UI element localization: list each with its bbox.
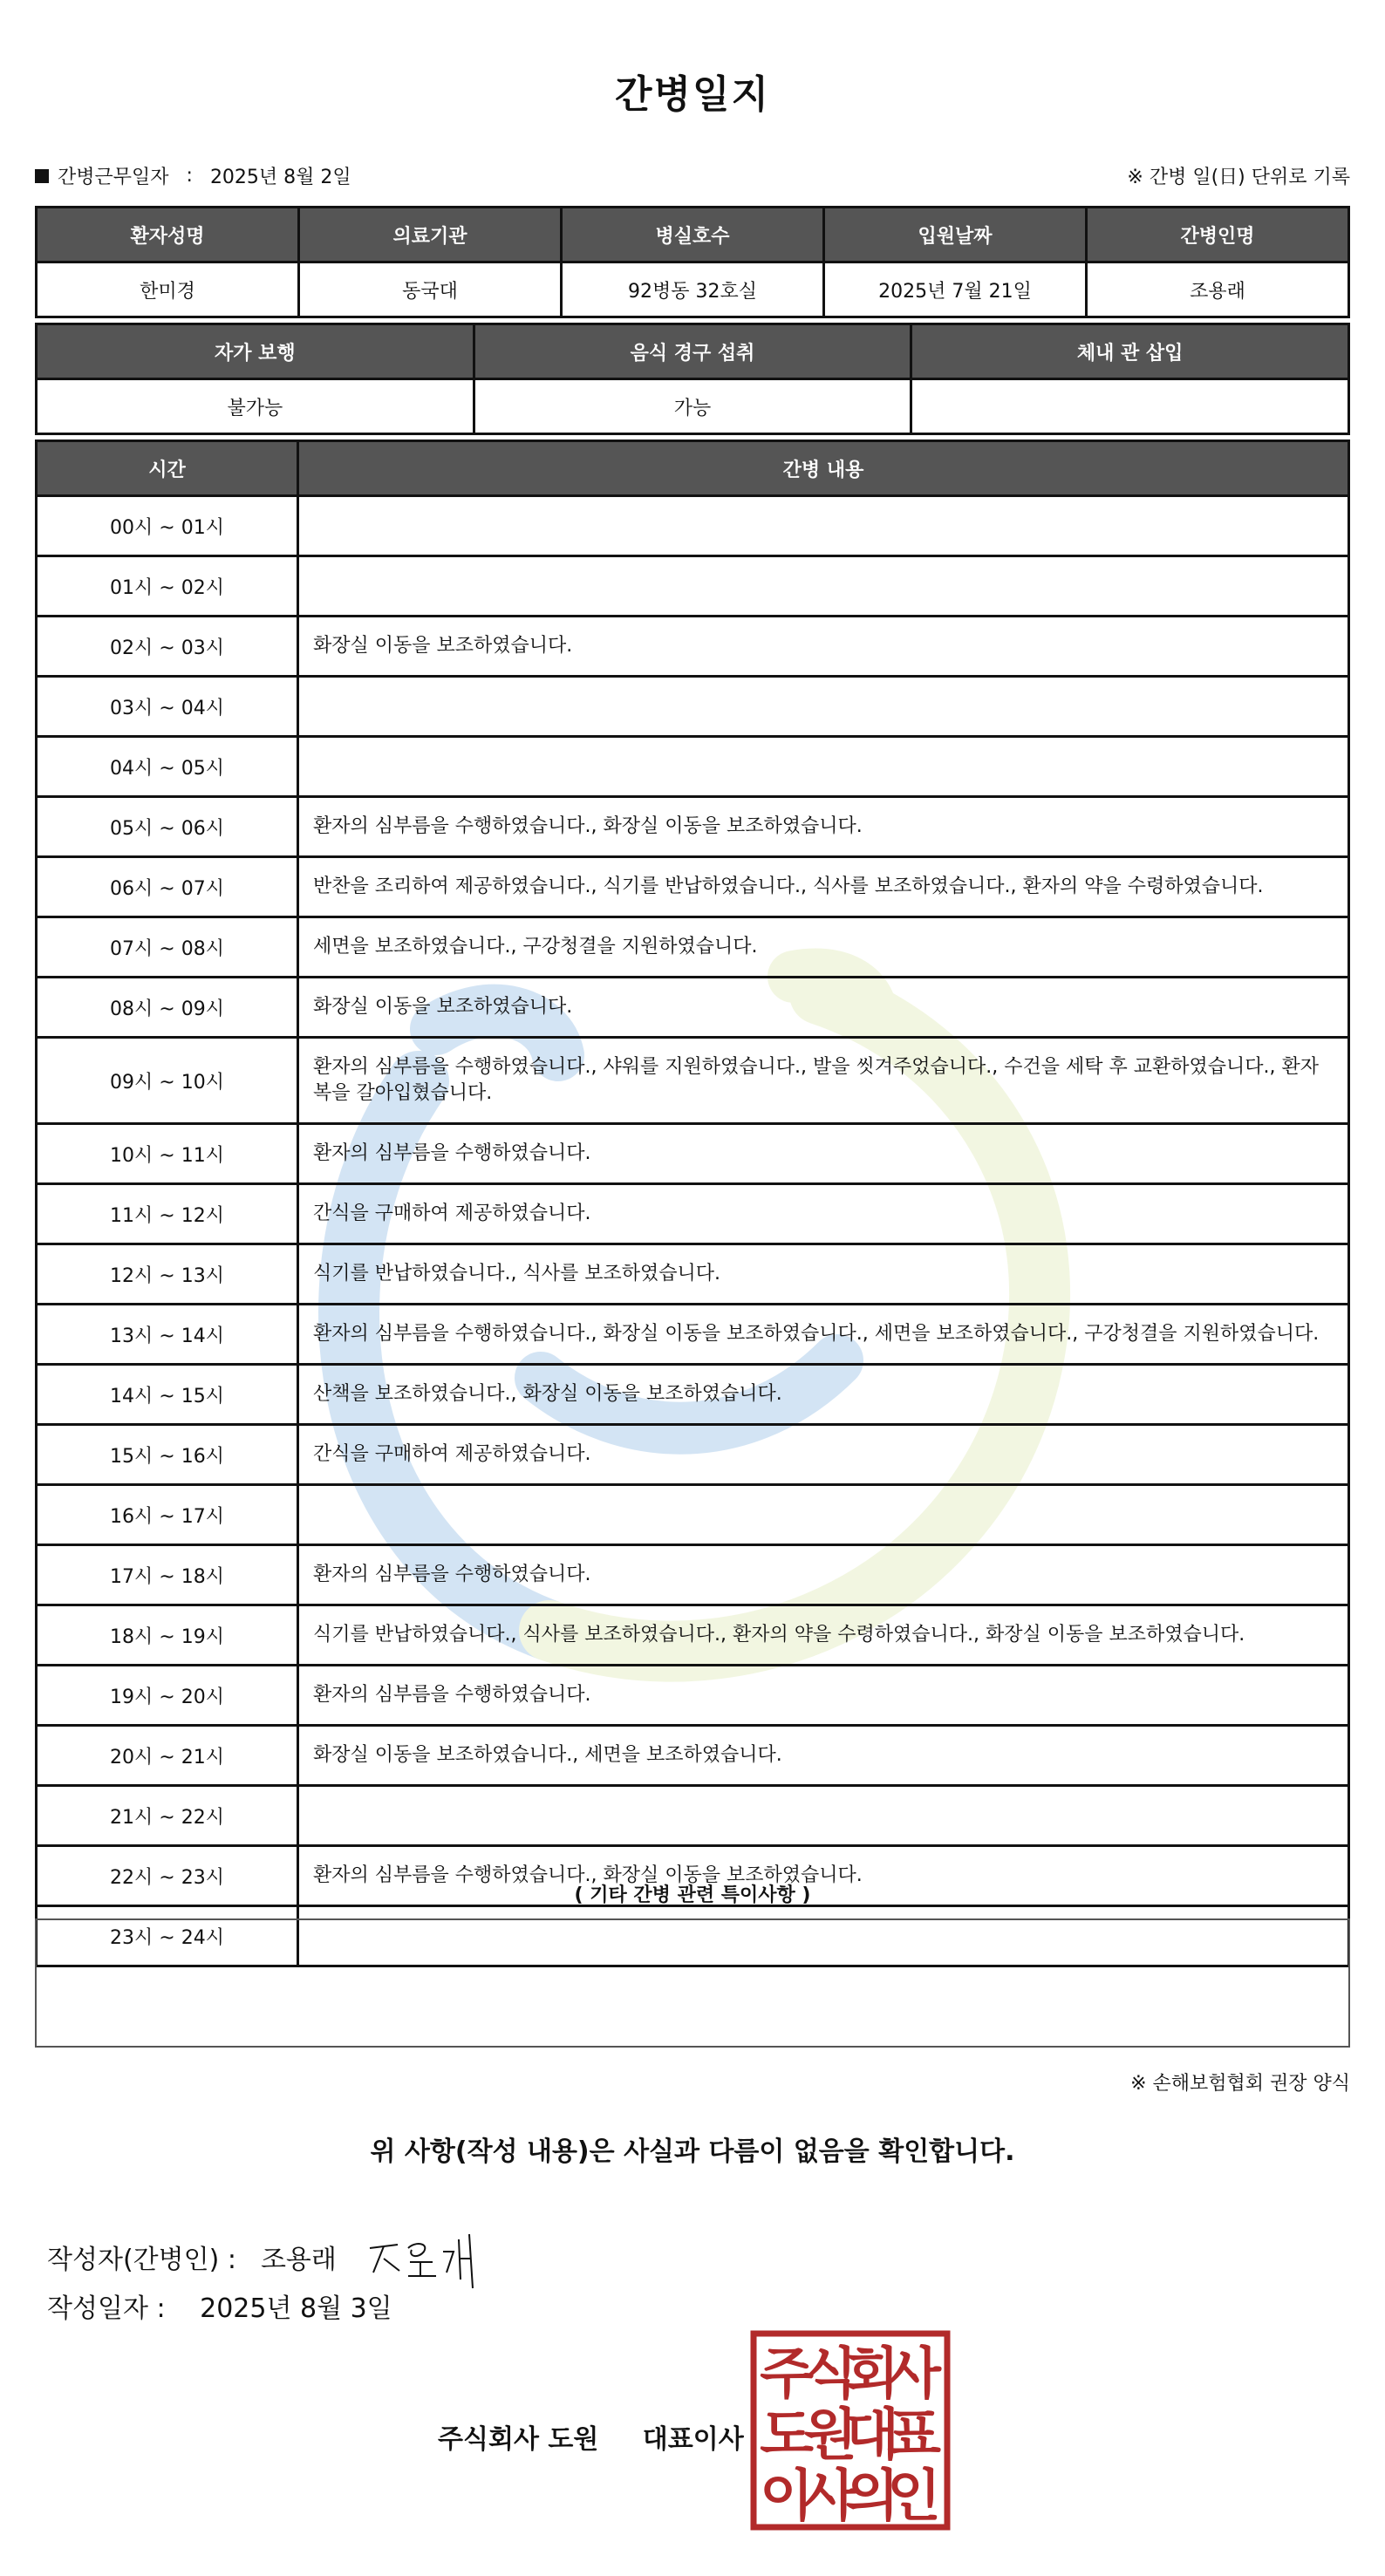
log-time: 10시 ~ 11시 [37, 1124, 298, 1184]
svg-text:의: 의 [845, 2464, 899, 2529]
special-notes-title: ( 기타 간병 관련 특이사항 ) [574, 1884, 811, 1906]
svg-text:인: 인 [887, 2464, 941, 2529]
log-content: 화장실 이동을 보조하였습니다. [298, 978, 1349, 1038]
written-date-value: 2025년 8월 3일 [200, 2293, 392, 2324]
log-content: 환자의 심부름을 수행하였습니다. [298, 1545, 1349, 1605]
header-oral-intake: 음식 경구 섭취 [474, 324, 911, 379]
work-date-label: 간병근무일자 [58, 167, 169, 188]
log-time: 23시 ~ 24시 [37, 1906, 298, 1966]
log-time: 11시 ~ 12시 [37, 1184, 298, 1244]
company-name: 주식회사 도원 [438, 2424, 599, 2455]
header-hospital: 의료기관 [299, 208, 562, 262]
log-time: 15시 ~ 16시 [37, 1425, 298, 1485]
log-content [298, 556, 1349, 617]
log-time: 02시 ~ 03시 [37, 617, 298, 677]
header-self-walking: 자가 보행 [37, 324, 474, 379]
svg-text:표: 표 [887, 2403, 941, 2468]
header-caregiver-name: 간병인명 [1087, 208, 1349, 262]
tube-insertion-value [911, 379, 1349, 434]
patient-status-table [35, 323, 1350, 435]
page-title: 간병일지 [614, 72, 770, 117]
special-notes-box [35, 1918, 1350, 2048]
log-time: 06시 ~ 07시 [37, 857, 298, 917]
log-time: 13시 ~ 14시 [37, 1305, 298, 1365]
log-time: 00시 ~ 01시 [37, 496, 298, 556]
log-time: 22시 ~ 23시 [37, 1846, 298, 1906]
company-line [438, 2417, 744, 2456]
hospital: 동국대 [299, 262, 562, 317]
patient-info-table [35, 206, 1350, 318]
log-time: 07시 ~ 08시 [37, 917, 298, 978]
log-time: 12시 ~ 13시 [37, 1244, 298, 1305]
log-content [298, 496, 1349, 556]
log-time: 01시 ~ 02시 [37, 556, 298, 617]
header-time: 시간 [37, 441, 298, 496]
admission-date: 2025년 7월 21일 [824, 262, 1087, 317]
confirmation-statement: 위 사항(작성 내용)은 사실과 다름이 없음을 확인합니다. [370, 2136, 1015, 2167]
log-time: 19시 ~ 20시 [37, 1666, 298, 1726]
representative-title: 대표이사 [642, 2424, 744, 2455]
svg-text:식: 식 [803, 2342, 857, 2407]
log-content [298, 1485, 1349, 1545]
record-note: ※ 간병 일(日) 단위로 기록 [1127, 167, 1350, 188]
log-content [298, 1786, 1349, 1846]
log-time: 18시 ~ 19시 [37, 1605, 298, 1666]
log-content [298, 737, 1349, 797]
log-time: 04시 ~ 05시 [37, 737, 298, 797]
svg-text:사: 사 [803, 2464, 857, 2529]
writer-name: 조용래 [260, 2245, 337, 2275]
svg-text:주: 주 [760, 2342, 814, 2407]
written-date-line [47, 2286, 392, 2325]
work-date-value: 2025년 8월 2일 [209, 167, 351, 188]
log-content: 환자의 심부름을 수행하였습니다. [298, 1666, 1349, 1726]
header-tube-insertion: 체내 관 삽입 [911, 324, 1349, 379]
log-content: 식기를 반납하였습니다., 식사를 보조하였습니다., 환자의 약을 수령하였습니다., 화장실 이동을 보조하였습니다. [298, 1605, 1349, 1666]
log-content: 간식을 구매하여 제공하였습니다. [298, 1425, 1349, 1485]
caregiver-name: 조용래 [1087, 262, 1349, 317]
handwritten-signature [363, 2222, 485, 2292]
self-walking-value: 불가능 [37, 379, 474, 434]
svg-text:이: 이 [760, 2464, 814, 2529]
room-number: 92병동 32호실 [562, 262, 824, 317]
work-date-separator: : [186, 165, 193, 187]
svg-text:도: 도 [760, 2403, 814, 2468]
log-content: 환자의 심부름을 수행하였습니다. [298, 1124, 1349, 1184]
log-content: 반찬을 조리하여 제공하였습니다., 식기를 반납하였습니다., 식사를 보조하였습니다., 환자의 약을 수령하였습니다. [298, 857, 1349, 917]
header-care-content: 간병 내용 [298, 441, 1349, 496]
log-time: 05시 ~ 06시 [37, 797, 298, 857]
log-content: 세면을 보조하였습니다., 구강청결을 지원하였습니다. [298, 917, 1349, 978]
log-content: 환자의 심부름을 수행하였습니다., 화장실 이동을 보조하였습니다. [298, 797, 1349, 857]
oral-intake-value: 가능 [474, 379, 911, 434]
log-time: 08시 ~ 09시 [37, 978, 298, 1038]
log-content: 환자의 심부름을 수행하였습니다., 화장실 이동을 보조하였습니다., 세면을 보조하였습니다., 구강청결을 지원하였습니다. [298, 1305, 1349, 1365]
log-content: 화장실 이동을 보조하였습니다. [298, 617, 1349, 677]
log-content: 환자의 심부름을 수행하였습니다., 샤워를 지원하였습니다., 발을 씻겨주었습니다., 수건을 세탁 후 교환하였습니다., 환자복을 갈아입혔습니다. [298, 1038, 1349, 1124]
log-time: 17시 ~ 18시 [37, 1545, 298, 1605]
log-time: 09시 ~ 10시 [37, 1038, 298, 1124]
log-time: 16시 ~ 17시 [37, 1485, 298, 1545]
header-room: 병실호수 [562, 208, 824, 262]
log-time: 21시 ~ 22시 [37, 1786, 298, 1846]
writer-line [47, 2222, 485, 2292]
log-content: 화장실 이동을 보조하였습니다., 세면을 보조하였습니다. [298, 1726, 1349, 1786]
svg-text:사: 사 [887, 2342, 941, 2407]
company-seal-stamp [750, 2330, 951, 2531]
log-content: 환자의 심부름을 수행하였습니다., 화장실 이동을 보조하였습니다. [298, 1846, 1349, 1906]
care-log-table [35, 440, 1350, 1967]
log-time: 03시 ~ 04시 [37, 677, 298, 737]
svg-text:원: 원 [803, 2403, 857, 2468]
log-time: 20시 ~ 21시 [37, 1726, 298, 1786]
written-date-label: 작성일자 : [47, 2293, 166, 2324]
svg-text:대: 대 [845, 2403, 899, 2468]
log-content: 산책을 보조하였습니다., 화장실 이동을 보조하였습니다. [298, 1365, 1349, 1425]
header-patient-name: 환자성명 [37, 208, 299, 262]
recommend-note: ※ 손해보험협회 권장 양식 [1130, 2073, 1350, 2095]
log-content: 간식을 구매하여 제공하였습니다. [298, 1184, 1349, 1244]
log-time: 14시 ~ 15시 [37, 1365, 298, 1425]
work-date-line [35, 162, 351, 189]
header-admission-date: 입원날짜 [824, 208, 1087, 262]
svg-text:회: 회 [845, 2342, 899, 2407]
log-content [298, 677, 1349, 737]
log-content: 식기를 반납하였습니다., 식사를 보조하였습니다. [298, 1244, 1349, 1305]
bullet-square-icon [35, 169, 49, 183]
patient-name: 한미경 [37, 262, 299, 317]
writer-label: 작성자(간병인) : [47, 2245, 236, 2275]
